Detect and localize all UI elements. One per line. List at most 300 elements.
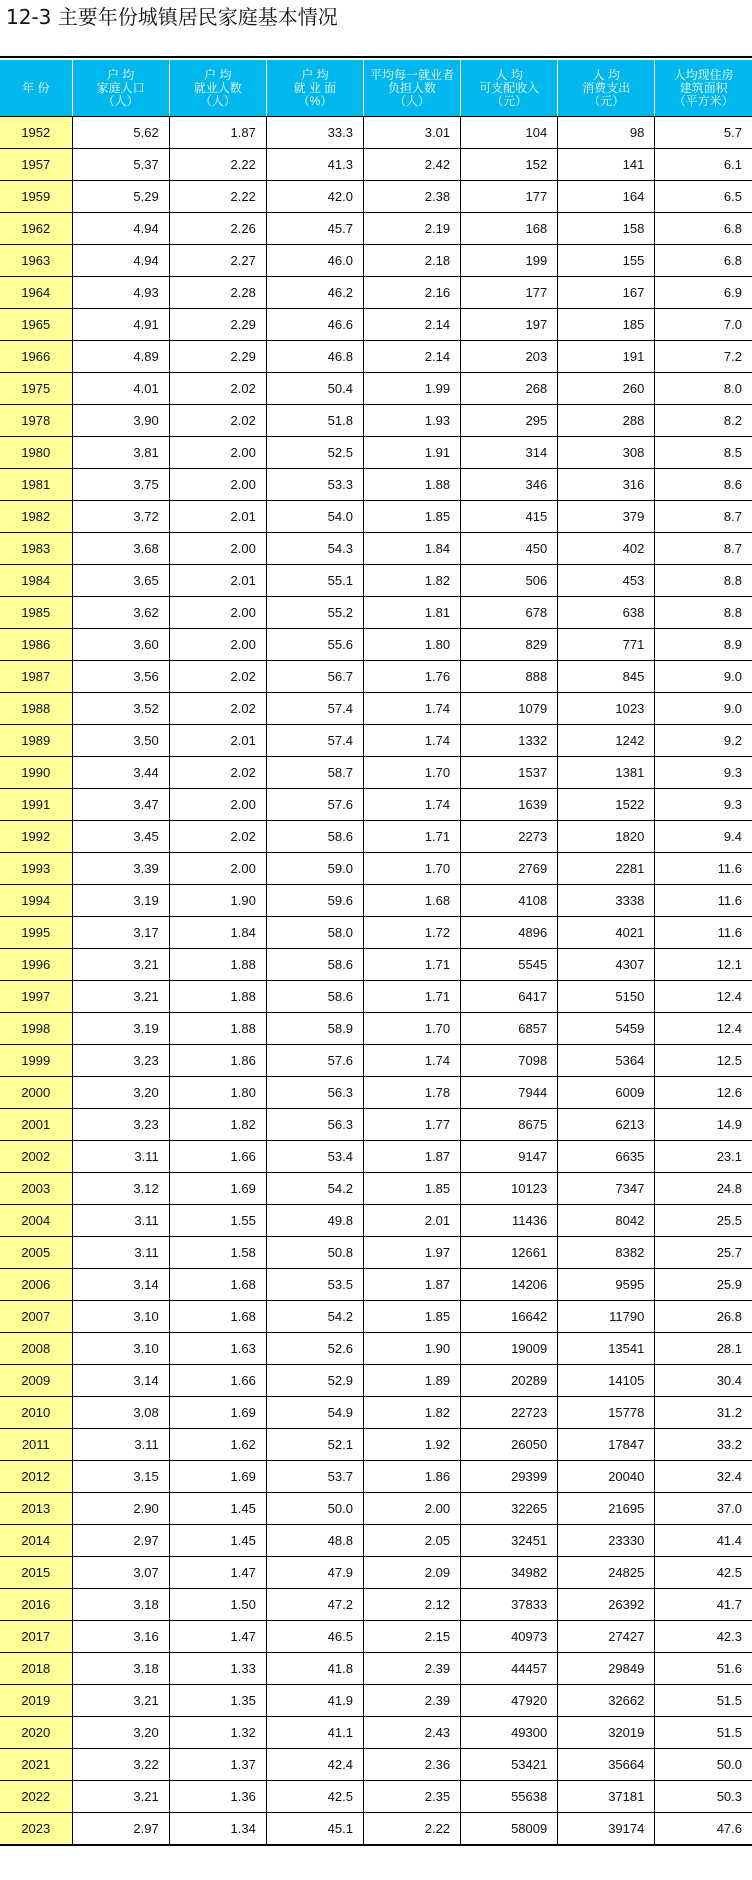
cell-employment-ratio: 58.6	[266, 949, 363, 981]
cell-household-size: 3.50	[72, 725, 169, 757]
cell-income: 40973	[461, 1621, 558, 1653]
cell-income: 26050	[461, 1429, 558, 1461]
cell-household-size: 3.18	[72, 1653, 169, 1685]
cell-income: 29399	[461, 1461, 558, 1493]
cell-employment-ratio: 42.4	[266, 1749, 363, 1781]
cell-dependents: 1.86	[363, 1461, 460, 1493]
cell-year: 1998	[0, 1013, 72, 1045]
cell-dependents: 1.81	[363, 597, 460, 629]
cell-housing-area: 9.3	[655, 757, 752, 789]
cell-employment-ratio: 56.3	[266, 1109, 363, 1141]
cell-year: 2008	[0, 1333, 72, 1365]
cell-year: 1962	[0, 213, 72, 245]
cell-dependents: 2.43	[363, 1717, 460, 1749]
cell-expenditure: 23330	[558, 1525, 655, 1557]
cell-expenditure: 638	[558, 597, 655, 629]
cell-housing-area: 12.5	[655, 1045, 752, 1077]
cell-household-size: 3.20	[72, 1717, 169, 1749]
cell-household-size: 3.11	[72, 1141, 169, 1173]
cell-household-size: 3.07	[72, 1557, 169, 1589]
cell-household-size: 5.62	[72, 117, 169, 149]
cell-year: 1993	[0, 853, 72, 885]
cell-employed: 2.02	[169, 661, 266, 693]
cell-household-size: 3.08	[72, 1397, 169, 1429]
table-row	[0, 1237, 752, 1269]
cell-employed: 2.28	[169, 277, 266, 309]
cell-employed: 2.29	[169, 309, 266, 341]
cell-expenditure: 402	[558, 533, 655, 565]
cell-household-size: 3.23	[72, 1045, 169, 1077]
cell-household-size: 4.94	[72, 213, 169, 245]
cell-employment-ratio: 52.6	[266, 1333, 363, 1365]
table-row	[0, 1365, 752, 1397]
cell-employment-ratio: 52.1	[266, 1429, 363, 1461]
header-employment-ratio: 户 均 就 业 面 （%）	[266, 60, 363, 117]
cell-dependents: 1.87	[363, 1269, 460, 1301]
cell-dependents: 1.76	[363, 661, 460, 693]
cell-income: 44457	[461, 1653, 558, 1685]
cell-housing-area: 8.5	[655, 437, 752, 469]
cell-year: 1963	[0, 245, 72, 277]
cell-year: 2009	[0, 1365, 72, 1397]
cell-year: 2007	[0, 1301, 72, 1333]
cell-dependents: 3.01	[363, 117, 460, 149]
cell-employed: 2.00	[169, 853, 266, 885]
cell-expenditure: 845	[558, 661, 655, 693]
cell-dependents: 1.77	[363, 1109, 460, 1141]
cell-expenditure: 8382	[558, 1237, 655, 1269]
cell-employed: 1.45	[169, 1493, 266, 1525]
cell-dependents: 1.97	[363, 1237, 460, 1269]
table-body	[0, 117, 752, 1846]
cell-dependents: 2.39	[363, 1653, 460, 1685]
cell-expenditure: 1242	[558, 725, 655, 757]
table-row	[0, 1269, 752, 1301]
cell-employed: 1.69	[169, 1461, 266, 1493]
cell-dependents: 2.36	[363, 1749, 460, 1781]
table-row	[0, 1749, 752, 1781]
cell-year: 2000	[0, 1077, 72, 1109]
cell-employed: 1.36	[169, 1781, 266, 1813]
cell-income: 7944	[461, 1077, 558, 1109]
cell-income: 295	[461, 405, 558, 437]
cell-housing-area: 9.4	[655, 821, 752, 853]
cell-income: 53421	[461, 1749, 558, 1781]
table-row	[0, 533, 752, 565]
cell-housing-area: 41.4	[655, 1525, 752, 1557]
cell-expenditure: 4307	[558, 949, 655, 981]
table-row	[0, 1109, 752, 1141]
cell-housing-area: 41.7	[655, 1589, 752, 1621]
cell-household-size: 2.97	[72, 1525, 169, 1557]
cell-employment-ratio: 58.9	[266, 1013, 363, 1045]
cell-household-size: 3.15	[72, 1461, 169, 1493]
cell-income: 829	[461, 629, 558, 661]
cell-dependents: 1.85	[363, 1173, 460, 1205]
cell-income: 6857	[461, 1013, 558, 1045]
cell-income: 506	[461, 565, 558, 597]
table-row	[0, 853, 752, 885]
cell-dependents: 1.85	[363, 1301, 460, 1333]
table-row	[0, 1525, 752, 1557]
cell-expenditure: 21695	[558, 1493, 655, 1525]
cell-employed: 2.00	[169, 597, 266, 629]
header-consumption-expenditure: 人 均 消费支出 （元）	[558, 60, 655, 117]
cell-income: 16642	[461, 1301, 558, 1333]
cell-employed: 1.82	[169, 1109, 266, 1141]
cell-expenditure: 164	[558, 181, 655, 213]
cell-income: 203	[461, 341, 558, 373]
cell-dependents: 1.82	[363, 1397, 460, 1429]
cell-year: 1981	[0, 469, 72, 501]
cell-housing-area: 8.7	[655, 533, 752, 565]
cell-expenditure: 141	[558, 149, 655, 181]
cell-employed: 1.32	[169, 1717, 266, 1749]
cell-dependents: 2.22	[363, 1813, 460, 1846]
cell-household-size: 3.60	[72, 629, 169, 661]
table-row	[0, 1653, 752, 1685]
cell-income: 32451	[461, 1525, 558, 1557]
table-row	[0, 405, 752, 437]
cell-housing-area: 31.2	[655, 1397, 752, 1429]
cell-household-size: 3.11	[72, 1429, 169, 1461]
cell-income: 6417	[461, 981, 558, 1013]
cell-housing-area: 14.9	[655, 1109, 752, 1141]
cell-employment-ratio: 54.9	[266, 1397, 363, 1429]
cell-year: 1991	[0, 789, 72, 821]
cell-employment-ratio: 50.0	[266, 1493, 363, 1525]
cell-housing-area: 7.2	[655, 341, 752, 373]
cell-household-size: 2.97	[72, 1813, 169, 1846]
page-title: 12-3 主要年份城镇居民家庭基本情况	[6, 5, 338, 29]
cell-household-size: 3.20	[72, 1077, 169, 1109]
cell-employed: 1.88	[169, 949, 266, 981]
cell-dependents: 1.82	[363, 565, 460, 597]
cell-household-size: 3.72	[72, 501, 169, 533]
cell-housing-area: 11.6	[655, 853, 752, 885]
cell-housing-area: 23.1	[655, 1141, 752, 1173]
cell-employment-ratio: 55.6	[266, 629, 363, 661]
cell-employment-ratio: 55.2	[266, 597, 363, 629]
cell-housing-area: 6.8	[655, 245, 752, 277]
table-row	[0, 213, 752, 245]
cell-year: 1994	[0, 885, 72, 917]
cell-employed: 2.01	[169, 725, 266, 757]
header-disposable-income: 人 均 可支配收入 （元）	[461, 60, 558, 117]
cell-dependents: 1.74	[363, 693, 460, 725]
cell-employment-ratio: 57.4	[266, 693, 363, 725]
cell-employment-ratio: 41.9	[266, 1685, 363, 1717]
cell-housing-area: 9.2	[655, 725, 752, 757]
cell-expenditure: 5150	[558, 981, 655, 1013]
cell-expenditure: 453	[558, 565, 655, 597]
cell-dependents: 2.09	[363, 1557, 460, 1589]
cell-employed: 2.02	[169, 405, 266, 437]
cell-household-size: 3.23	[72, 1109, 169, 1141]
cell-employed: 1.66	[169, 1141, 266, 1173]
cell-year: 2004	[0, 1205, 72, 1237]
cell-expenditure: 39174	[558, 1813, 655, 1846]
cell-employment-ratio: 55.1	[266, 565, 363, 597]
cell-employment-ratio: 57.4	[266, 725, 363, 757]
cell-year: 1980	[0, 437, 72, 469]
table-row	[0, 757, 752, 789]
cell-expenditure: 6635	[558, 1141, 655, 1173]
cell-household-size: 3.90	[72, 405, 169, 437]
cell-year: 1999	[0, 1045, 72, 1077]
cell-income: 9147	[461, 1141, 558, 1173]
cell-employment-ratio: 46.6	[266, 309, 363, 341]
cell-income: 20289	[461, 1365, 558, 1397]
cell-expenditure: 98	[558, 117, 655, 149]
cell-year: 1984	[0, 565, 72, 597]
cell-dependents: 2.35	[363, 1781, 460, 1813]
cell-income: 12661	[461, 1237, 558, 1269]
cell-household-size: 4.93	[72, 277, 169, 309]
cell-year: 1996	[0, 949, 72, 981]
cell-household-size: 4.01	[72, 373, 169, 405]
cell-housing-area: 6.5	[655, 181, 752, 213]
cell-housing-area: 51.5	[655, 1685, 752, 1717]
cell-income: 450	[461, 533, 558, 565]
cell-income: 1639	[461, 789, 558, 821]
cell-dependents: 1.71	[363, 821, 460, 853]
table-row	[0, 1717, 752, 1749]
cell-income: 37833	[461, 1589, 558, 1621]
cell-employment-ratio: 52.9	[266, 1365, 363, 1397]
cell-employed: 1.55	[169, 1205, 266, 1237]
cell-employment-ratio: 51.8	[266, 405, 363, 437]
cell-employed: 1.35	[169, 1685, 266, 1717]
cell-year: 2014	[0, 1525, 72, 1557]
table-row	[0, 1045, 752, 1077]
cell-dependents: 1.74	[363, 725, 460, 757]
cell-housing-area: 25.5	[655, 1205, 752, 1237]
cell-housing-area: 8.6	[655, 469, 752, 501]
cell-income: 55638	[461, 1781, 558, 1813]
cell-income: 888	[461, 661, 558, 693]
cell-housing-area: 6.1	[655, 149, 752, 181]
cell-year: 2002	[0, 1141, 72, 1173]
cell-expenditure: 6213	[558, 1109, 655, 1141]
cell-year: 2012	[0, 1461, 72, 1493]
cell-year: 2023	[0, 1813, 72, 1846]
cell-housing-area: 6.9	[655, 277, 752, 309]
cell-employment-ratio: 50.4	[266, 373, 363, 405]
cell-housing-area: 9.3	[655, 789, 752, 821]
cell-employed: 1.63	[169, 1333, 266, 1365]
cell-year: 2016	[0, 1589, 72, 1621]
cell-employed: 1.80	[169, 1077, 266, 1109]
cell-dependents: 1.85	[363, 501, 460, 533]
table-row	[0, 1557, 752, 1589]
cell-year: 1959	[0, 181, 72, 213]
cell-dependents: 2.38	[363, 181, 460, 213]
cell-employment-ratio: 59.6	[266, 885, 363, 917]
cell-employed: 2.02	[169, 821, 266, 853]
table-row	[0, 469, 752, 501]
cell-income: 4896	[461, 917, 558, 949]
cell-employed: 2.00	[169, 437, 266, 469]
cell-dependents: 1.71	[363, 981, 460, 1013]
cell-employment-ratio: 57.6	[266, 1045, 363, 1077]
table-row	[0, 501, 752, 533]
cell-expenditure: 8042	[558, 1205, 655, 1237]
cell-dependents: 1.93	[363, 405, 460, 437]
cell-year: 2013	[0, 1493, 72, 1525]
header-employed-per-household: 户 均 就业人数 （人）	[169, 60, 266, 117]
cell-housing-area: 42.3	[655, 1621, 752, 1653]
cell-employment-ratio: 53.7	[266, 1461, 363, 1493]
cell-expenditure: 15778	[558, 1397, 655, 1429]
cell-household-size: 3.12	[72, 1173, 169, 1205]
cell-dependents: 1.78	[363, 1077, 460, 1109]
cell-income: 678	[461, 597, 558, 629]
cell-dependents: 2.16	[363, 277, 460, 309]
cell-expenditure: 11790	[558, 1301, 655, 1333]
cell-employment-ratio: 41.1	[266, 1717, 363, 1749]
cell-employment-ratio: 54.0	[266, 501, 363, 533]
cell-income: 314	[461, 437, 558, 469]
cell-employment-ratio: 41.8	[266, 1653, 363, 1685]
cell-employed: 1.50	[169, 1589, 266, 1621]
cell-housing-area: 8.8	[655, 597, 752, 629]
cell-housing-area: 11.6	[655, 885, 752, 917]
cell-dependents: 2.05	[363, 1525, 460, 1557]
cell-expenditure: 24825	[558, 1557, 655, 1589]
cell-dependents: 1.70	[363, 757, 460, 789]
cell-income: 177	[461, 277, 558, 309]
cell-employed: 1.58	[169, 1237, 266, 1269]
cell-household-size: 3.21	[72, 981, 169, 1013]
cell-employed: 1.47	[169, 1557, 266, 1589]
table-row	[0, 1173, 752, 1205]
cell-expenditure: 37181	[558, 1781, 655, 1813]
cell-year: 1965	[0, 309, 72, 341]
cell-housing-area: 37.0	[655, 1493, 752, 1525]
cell-year: 2005	[0, 1237, 72, 1269]
cell-expenditure: 308	[558, 437, 655, 469]
cell-year: 1988	[0, 693, 72, 725]
cell-employment-ratio: 50.8	[266, 1237, 363, 1269]
cell-year: 2021	[0, 1749, 72, 1781]
cell-employed: 2.29	[169, 341, 266, 373]
cell-dependents: 2.42	[363, 149, 460, 181]
cell-employment-ratio: 56.3	[266, 1077, 363, 1109]
table-row	[0, 1013, 752, 1045]
cell-income: 7098	[461, 1045, 558, 1077]
cell-employed: 2.02	[169, 757, 266, 789]
cell-employed: 2.22	[169, 181, 266, 213]
cell-income: 104	[461, 117, 558, 149]
cell-dependents: 2.01	[363, 1205, 460, 1237]
table-row	[0, 981, 752, 1013]
cell-expenditure: 32019	[558, 1717, 655, 1749]
cell-year: 2015	[0, 1557, 72, 1589]
cell-expenditure: 35664	[558, 1749, 655, 1781]
cell-employment-ratio: 58.6	[266, 821, 363, 853]
cell-employed: 1.66	[169, 1365, 266, 1397]
cell-housing-area: 6.8	[655, 213, 752, 245]
cell-employed: 1.69	[169, 1397, 266, 1429]
cell-household-size: 3.17	[72, 917, 169, 949]
cell-employment-ratio: 33.3	[266, 117, 363, 149]
cell-household-size: 3.14	[72, 1365, 169, 1397]
cell-employed: 1.84	[169, 917, 266, 949]
cell-employed: 1.86	[169, 1045, 266, 1077]
cell-expenditure: 288	[558, 405, 655, 437]
header-housing-area: 人均现住房 建筑面积 （平方米）	[655, 60, 752, 117]
cell-year: 2022	[0, 1781, 72, 1813]
cell-income: 197	[461, 309, 558, 341]
cell-employed: 2.02	[169, 373, 266, 405]
cell-expenditure: 1522	[558, 789, 655, 821]
cell-household-size: 3.10	[72, 1301, 169, 1333]
cell-income: 168	[461, 213, 558, 245]
cell-dependents: 2.12	[363, 1589, 460, 1621]
cell-housing-area: 12.4	[655, 1013, 752, 1045]
cell-income: 11436	[461, 1205, 558, 1237]
cell-housing-area: 28.1	[655, 1333, 752, 1365]
table-row	[0, 1781, 752, 1813]
cell-expenditure: 17847	[558, 1429, 655, 1461]
cell-employment-ratio: 58.0	[266, 917, 363, 949]
cell-housing-area: 47.6	[655, 1813, 752, 1846]
cell-dependents: 2.14	[363, 341, 460, 373]
cell-housing-area: 51.5	[655, 1717, 752, 1749]
cell-expenditure: 6009	[558, 1077, 655, 1109]
cell-housing-area: 42.5	[655, 1557, 752, 1589]
table-row	[0, 917, 752, 949]
cell-employment-ratio: 42.5	[266, 1781, 363, 1813]
cell-household-size: 3.18	[72, 1589, 169, 1621]
cell-dependents: 2.19	[363, 213, 460, 245]
cell-income: 8675	[461, 1109, 558, 1141]
cell-income: 22723	[461, 1397, 558, 1429]
cell-income: 10123	[461, 1173, 558, 1205]
cell-year: 1992	[0, 821, 72, 853]
cell-housing-area: 50.0	[655, 1749, 752, 1781]
cell-employment-ratio: 58.7	[266, 757, 363, 789]
cell-housing-area: 25.7	[655, 1237, 752, 1269]
cell-expenditure: 158	[558, 213, 655, 245]
cell-dependents: 1.74	[363, 789, 460, 821]
table-header	[0, 60, 752, 117]
cell-housing-area: 8.2	[655, 405, 752, 437]
cell-household-size: 3.16	[72, 1621, 169, 1653]
cell-employment-ratio: 57.6	[266, 789, 363, 821]
cell-employed: 2.22	[169, 149, 266, 181]
cell-dependents: 1.99	[363, 373, 460, 405]
cell-housing-area: 33.2	[655, 1429, 752, 1461]
table-row	[0, 245, 752, 277]
cell-housing-area: 7.0	[655, 309, 752, 341]
cell-income: 268	[461, 373, 558, 405]
table-row	[0, 373, 752, 405]
cell-year: 1995	[0, 917, 72, 949]
cell-household-size: 3.44	[72, 757, 169, 789]
cell-employed: 1.69	[169, 1173, 266, 1205]
cell-expenditure: 32662	[558, 1685, 655, 1717]
cell-year: 1985	[0, 597, 72, 629]
cell-employment-ratio: 53.3	[266, 469, 363, 501]
cell-year: 1982	[0, 501, 72, 533]
table-row	[0, 181, 752, 213]
cell-income: 19009	[461, 1333, 558, 1365]
cell-income: 47920	[461, 1685, 558, 1717]
cell-employed: 1.45	[169, 1525, 266, 1557]
cell-dependents: 2.18	[363, 245, 460, 277]
